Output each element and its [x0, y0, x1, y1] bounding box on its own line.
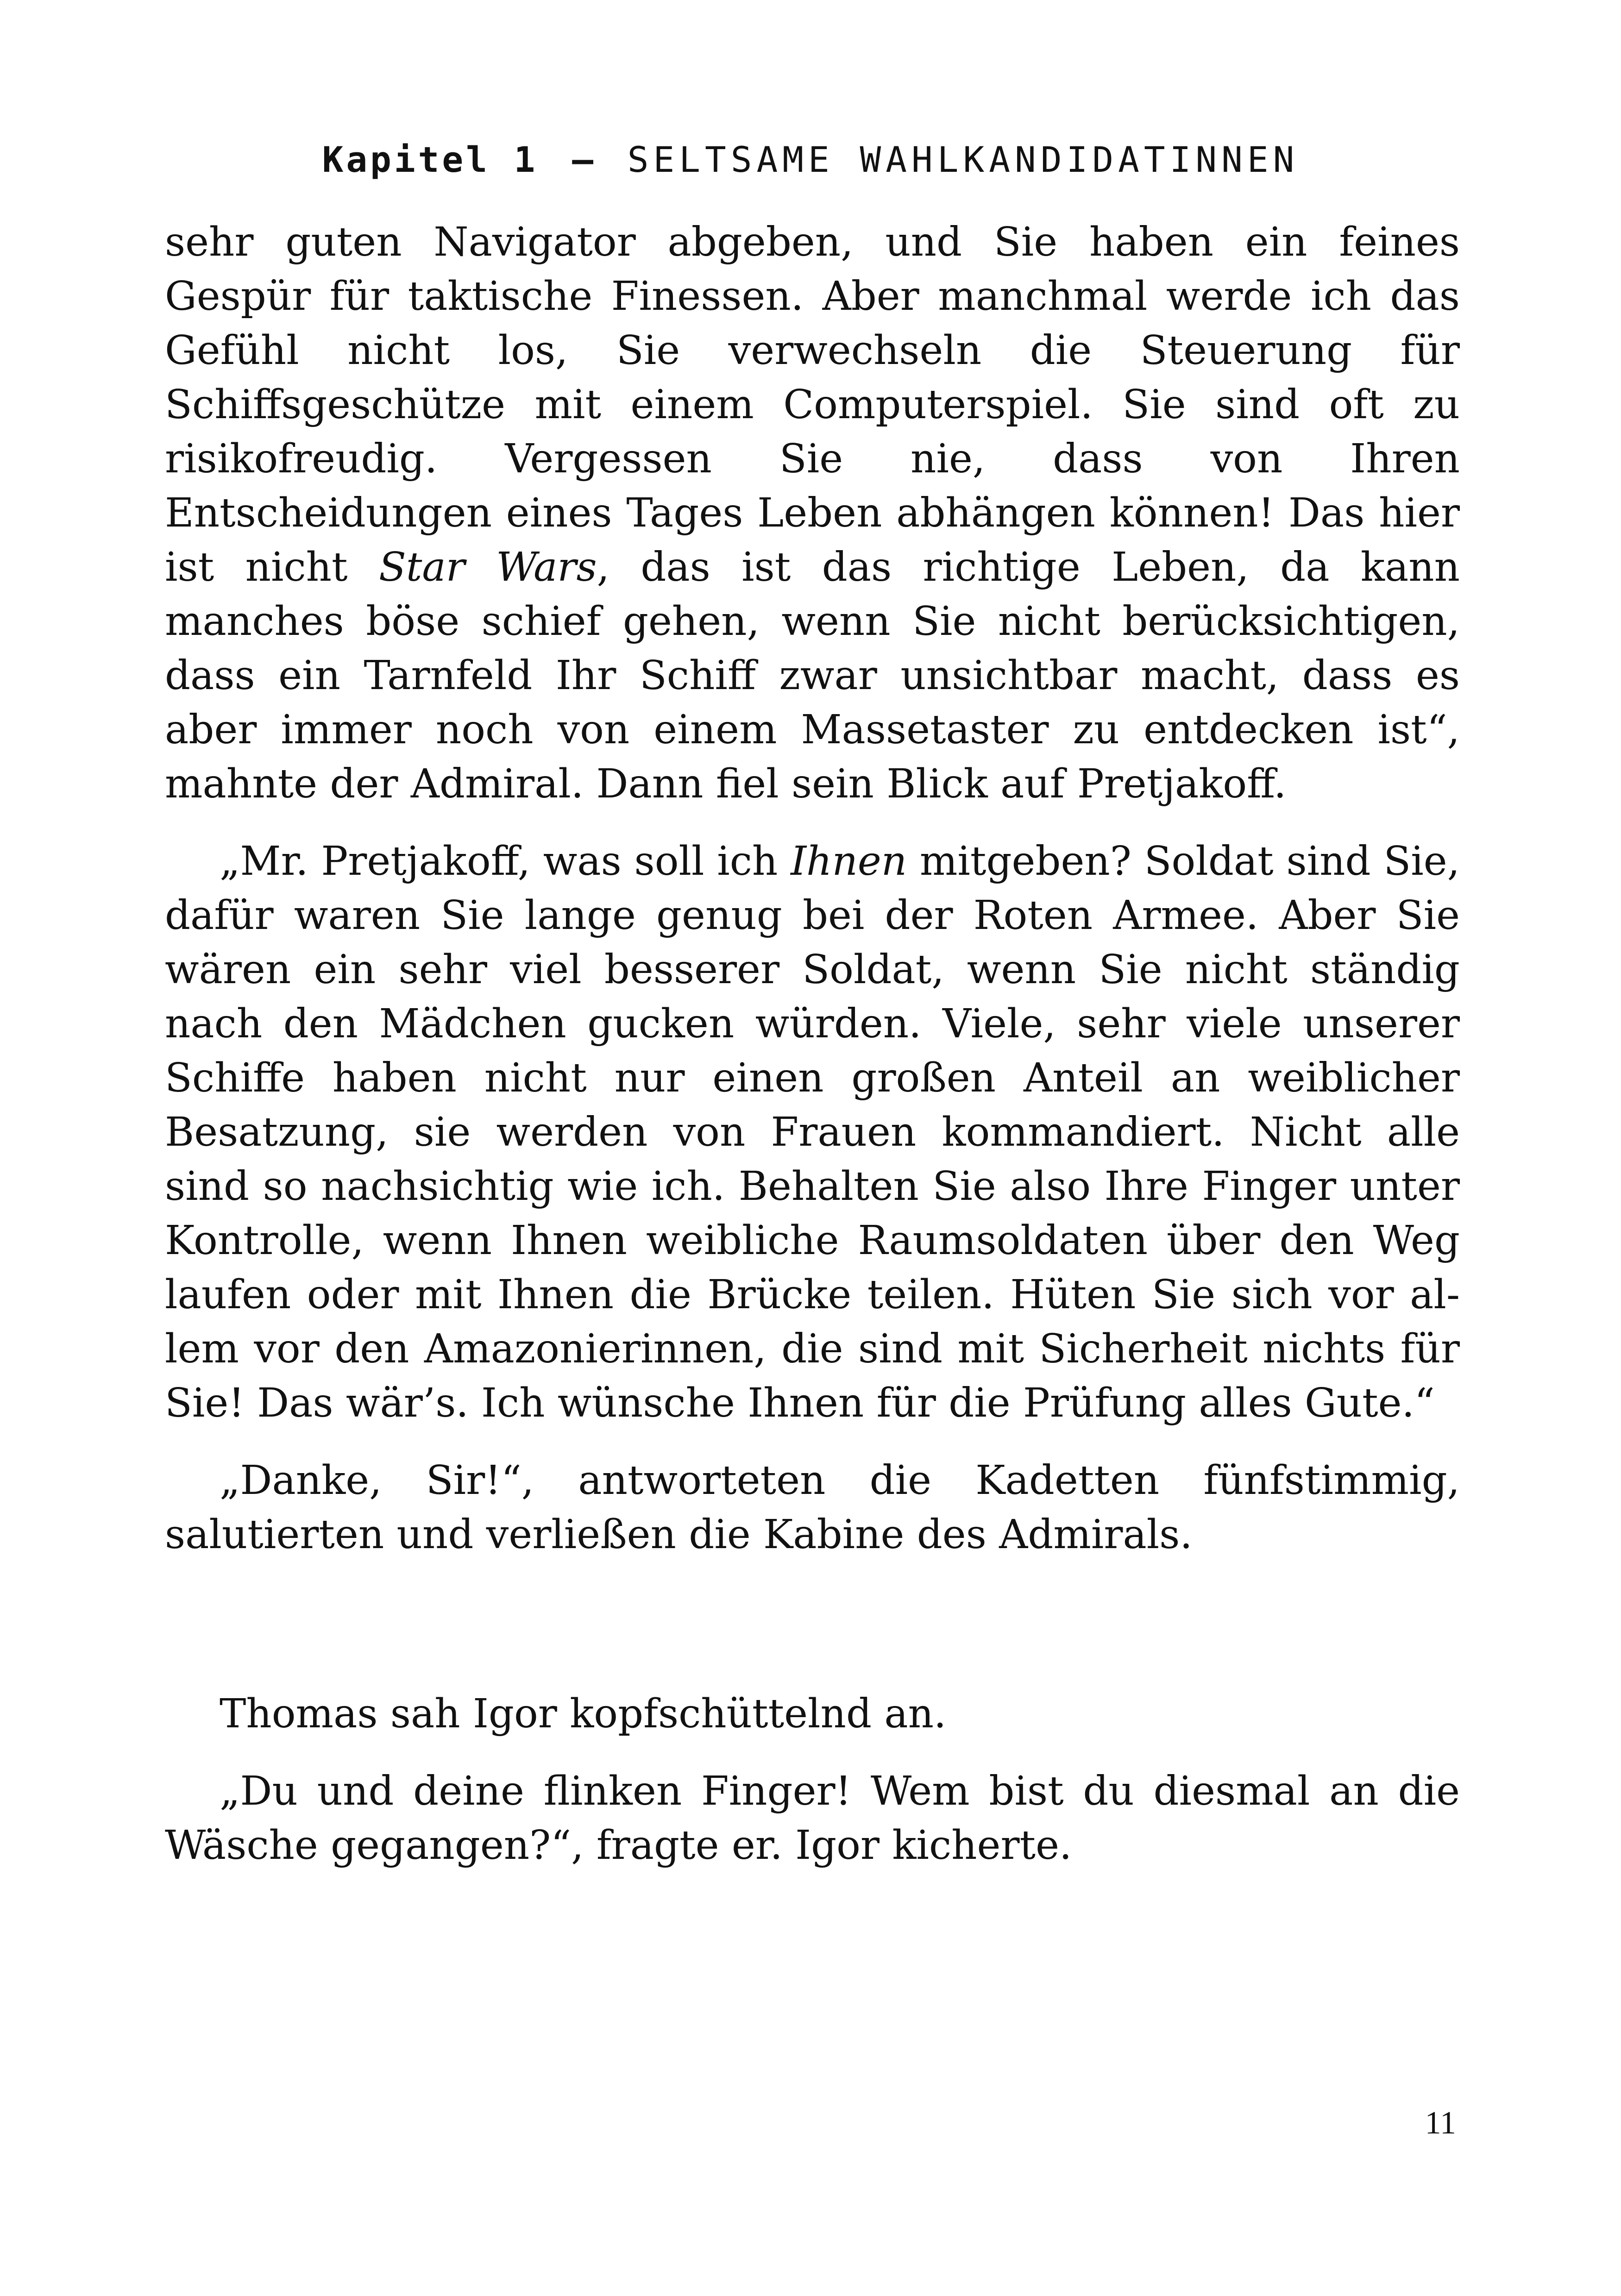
- emphasis-ihnen: Ihnen: [791, 838, 907, 885]
- paragraph-4: Thomas sah Igor kopfschüttelnd an.: [220, 1691, 947, 1737]
- emphasis-star-wars: Star Wars: [378, 544, 597, 590]
- running-header: [0, 137, 1621, 183]
- body-text: [165, 215, 1460, 1873]
- paragraph-2-text-a: „Mr. Pretjakoff, was soll ich: [220, 838, 791, 885]
- paragraph-2-text-b: mitgeben? Soldat sind Sie, dafür waren Sie lange genug bei der Roten Armee. Aber Sie wären ein sehr viel besserer Soldat, wenn Sie nicht ständig nach den Mädchen gucken würden. Viele, sehr viele unserer Schiffe haben nicht nur einen großen Anteil an weiblicher Besatzung, sie werden von Frauen kommandiert. Nicht alle sind so nachsichtig wie ich. Behalten Sie also Ihre Finger unter Kontrolle, wenn Ihnen weibliche Raumsoldaten über den Weg laufen oder mit Ihnen die Brücke teilen. Hüten Sie sich vor allem vor den Amazonierinnen, die sind mit Sicherheit nichts für Sie! Das wär’s. Ich wünsche Ihnen für die Prüfung alles Gute.“: [165, 838, 1460, 1426]
- paragraph-3: „Danke, Sir!“, antworteten die Kadetten fünfstimmig, salutierten und verließen die Kabine des Admirals.: [165, 1457, 1460, 1558]
- page-number: 11: [1425, 2105, 1456, 2141]
- paragraph-5: „Du und deine flinken Finger! Wem bist du diesmal an die Wäsche gegangen?“, fragte er. Igor kicherte.: [165, 1768, 1460, 1869]
- chapter-label: Kapitel 1: [322, 139, 538, 180]
- paragraph-1: [165, 215, 1460, 811]
- paragraph-1-text-b: , das ist das richtige Leben, da kann manches böse schief gehen, wenn Sie nicht berücksichtigen, dass ein Tarnfeld Ihr Schiff zwar unsichtbar macht, dass es aber immer noch von einem Massetaster zu entdecken ist“, mahnte der Admiral. Dann fiel sein Blick auf Pretjakoff.: [165, 544, 1460, 807]
- chapter-title: SELTSAME WAHLKANDIDATINNEN: [627, 139, 1299, 180]
- header-separator: –: [572, 139, 593, 180]
- paragraph-2: [165, 834, 1460, 1430]
- paragraph-1-text-a: sehr guten Navigator abgeben, und Sie haben ein feines Gespür für taktische Finessen. Aber manchmal werde ich das Gefühl nicht los, Sie verwechseln die Steuerung für Schiffsgeschütze mit einem Computerspiel. Sie sind oft zu risikofreudig. Vergessen Sie nie, dass von Ihren Entscheidungen eines Tages Leben abhängen können! Das hier ist nicht: [165, 219, 1460, 590]
